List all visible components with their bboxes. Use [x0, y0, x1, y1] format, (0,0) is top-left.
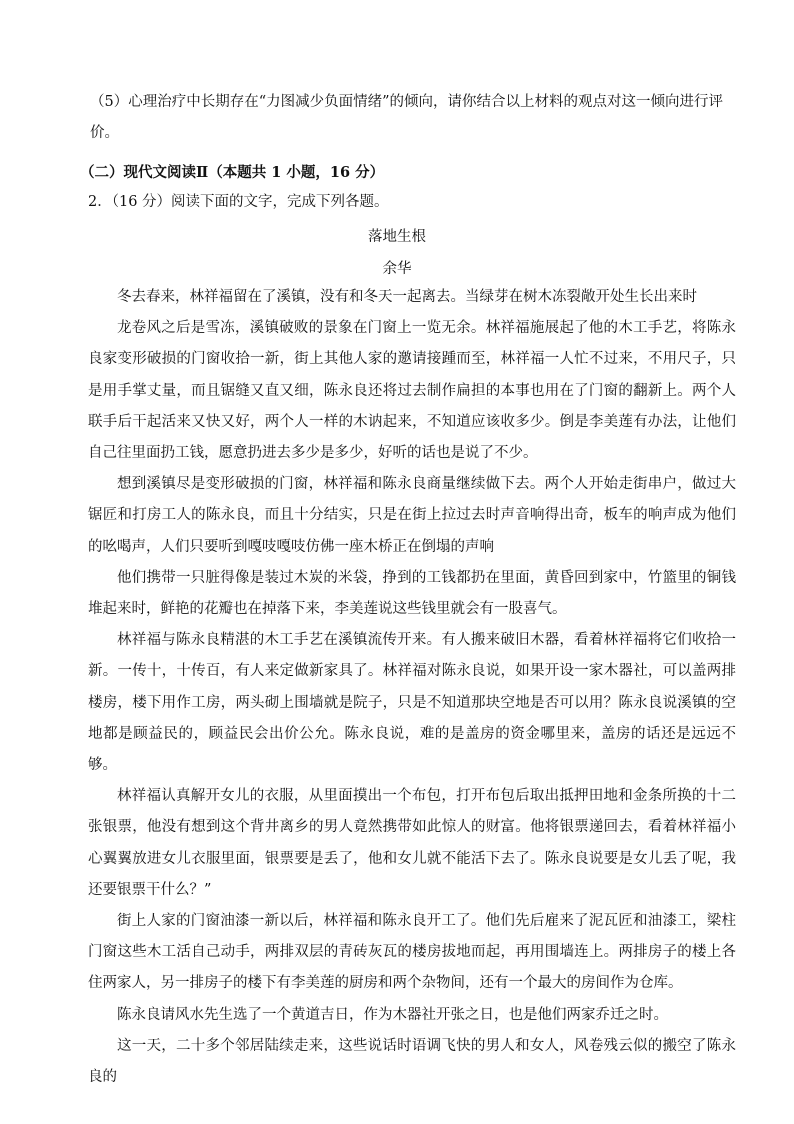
question-5	[82, 87, 734, 149]
article-body	[88, 282, 736, 1093]
article-paragraph: 街上人家的门窗油漆一新以后，林祥福和陈永良开工了。他们先后雇来了泥瓦匠和油漆工，梁柱门窗这些木工活自己动手，两排双层的青砖灰瓦的楼房拔地而起，再用围墙连上。两排房子的楼上各住两家人，另一排房子的楼下有李美莲的厨房和两个杂物间，还有一个最大的房间作为仓库。	[88, 913, 736, 992]
article-paragraph: 龙卷风之后是雪冻，溪镇破败的景象在门窗上一览无余。林祥福施展起了他的木工手艺，将陈永良家变形破损的门窗收拾一新，街上其他人家的邀请接踵而至，林祥福一人忙不过来，不用尺子，只是用手掌丈量，而且锯缝又直又细，陈永良还将过去制作扁担的本事也用在了门窗的翻新上。两个人联手后干起活来又快又好，两个人一样的木讷起来，不知道应该收多少。倒是李美莲有办法，让他们自己往里面扔工钱，愿意扔进去多少是多少，好听的话也是说了不少。	[88, 320, 736, 462]
article-title: 落地生根	[368, 229, 426, 245]
question-5-line-2: 价。	[90, 125, 119, 141]
section-heading: （二）现代文阅读Ⅱ（本题共 1 小题，16 分）	[80, 164, 385, 181]
article-author: 余华	[382, 261, 412, 277]
article-paragraph: 这一天，二十多个邻居陆续走来，这些说话时语调飞快的男人和女人，风卷残云似的搬空了陈永良的	[88, 1037, 736, 1086]
question-2-prompt: 2．（16 分）阅读下面的文字，完成下列各题。	[88, 194, 389, 210]
article-paragraph: 陈永良请风水先生选了一个黄道吉日，作为木器社开张之日，也是他们两家乔迁之时。	[117, 1006, 668, 1023]
question-5-line-1: （5）心理治疗中长期存在“力图减少负面情绪”的倾向，请你结合以上材料的观点对这一倾向进行评	[90, 94, 724, 110]
article-paragraph: 他们携带一只脏得像是装过木炭的米袋，挣到的工钱都扔在里面，黄昏回到家中，竹篮里的铜钱堆起来时，鲜艳的花瓣也在掉落下来，李美莲说这些钱里就会有一股喜气。	[88, 569, 736, 618]
article-paragraph: 想到溪镇尽是变形破损的门窗，林祥福和陈永良商量继续做下去。两个人开始走街串户，做过大锯匠和打房工人的陈永良，而且十分结实，只是在街上拉过去时声音响得出奇，板车的响声成为他们的吆喝声，人们只要听到嘎吱嘎吱仿佛一座木桥正在倒塌的声响	[88, 476, 736, 555]
article-paragraph: 林祥福认真解开女儿的衣服，从里面摸出一个布包，打开布包后取出抵押田地和金条所换的十二张银票，他没有想到这个背井离乡的男人竟然携带如此惊人的财富。他将银票递回去，看着林祥福小心翼翼放进女儿衣服里面，银票要是丢了，他和女儿就不能活下去了。陈永良说要是女儿丢了呢，我还要银票干什么？”	[88, 788, 736, 898]
article-paragraph: 冬去春来，林祥福留在了溪镇，没有和冬天一起离去。当绿芽在树木冻裂敞开处生长出来时	[117, 289, 697, 305]
article-paragraph: 林祥福与陈永良精湛的木工手艺在溪镇流传开来。有人搬来破旧木器，看着林祥福将它们收拾一新。一传十，十传百，有人来定做新家具了。林祥福对陈永良说，如果开设一家木器社，可以盖两排楼房，楼下用作工房，两头砌上围墙就是院子，只是不知道那块空地是否可以用？陈永良说溪镇的空地都是顾益民的，顾益民会出价公允。陈永良说，难的是盖房的资金哪里来，盖房的话还是远远不够。	[88, 632, 736, 774]
